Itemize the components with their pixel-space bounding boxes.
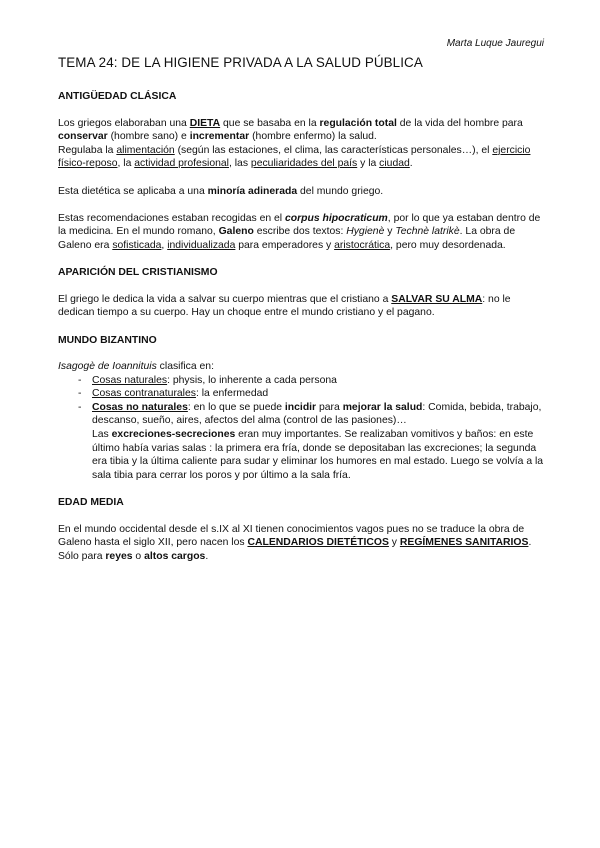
text-run: Estas recomendaciones estaban recogidas en el (58, 212, 286, 224)
emphasis-text: incidir (284, 401, 317, 413)
section-cristianismo (58, 266, 546, 320)
text-run: , la (117, 158, 135, 170)
paragraph (58, 144, 546, 171)
text-run: del mundo griego. (297, 185, 384, 197)
paragraph (58, 523, 546, 564)
emphasis-text: DIETA (189, 117, 221, 129)
underlined-text: peculiaridades del país (250, 158, 358, 170)
paragraph (58, 293, 546, 320)
emphasis-text: SALVAR SU ALMA (391, 293, 483, 305)
list-item (78, 401, 546, 483)
text-run: . (205, 550, 209, 562)
emphasis-text: incrementar (189, 131, 250, 143)
text-run: de la vida del hombre para (396, 117, 523, 129)
text-run: Los griegos elaboraban una (58, 117, 190, 129)
text-run: para (316, 401, 343, 413)
list-item (78, 387, 546, 401)
text-run: , (161, 239, 168, 251)
text-run: , pero muy desordenada. (390, 239, 506, 251)
list-item (78, 374, 546, 388)
section-antiguedad (58, 90, 546, 253)
author-name: Marta Luque Jauregui (446, 38, 544, 49)
text-run: (hombre sano) e (107, 131, 190, 143)
underlined-text: Cosas contranaturales (92, 388, 196, 400)
emphasis-text: mejorar la salud (342, 401, 423, 413)
underlined-text: ciudad (379, 158, 410, 170)
section-bizantino (58, 334, 546, 483)
underlined-text: Cosas naturales (92, 374, 168, 386)
underlined-text: ejercicio físico-reposo (58, 144, 531, 170)
text-run: clasifica en: (156, 361, 214, 373)
text-run: . (409, 158, 413, 170)
italic-text: Isagogè de Ioannituis (58, 361, 157, 373)
text-run: Regulaba la (58, 144, 117, 156)
page-title: TEMA 24: DE LA HIGIENE PRIVADA A LA SALUD PÚBLICA (58, 55, 423, 70)
text-run: : no le dedican tiempo a su cuerpo. Hay un choque entre el mundo cristiano y el pagano. (58, 293, 511, 319)
text-run: . La obra de Galeno era (58, 226, 516, 251)
text-run: (hombre enfermo) la salud. (249, 131, 377, 143)
section-heading: EDAD MEDIA (58, 497, 124, 509)
emphasis-text: CALENDARIOS DIETÉTICOS (247, 537, 389, 549)
emphasis-text: Cosas no naturales (92, 401, 188, 413)
text-run: o (132, 550, 145, 562)
text-run: Esta dietética se aplicaba a una (58, 185, 208, 197)
paragraph (58, 360, 546, 374)
text-run: y (388, 537, 400, 549)
text-run: , las (228, 158, 251, 170)
text-run: . Sólo para (58, 537, 532, 562)
text-run: para emperadores y (235, 239, 335, 251)
paragraph (58, 212, 546, 253)
emphasis-text: conservar (58, 131, 108, 143)
emphasis-text: Galeno (218, 226, 254, 238)
text-run: (según las estaciones, el clima, las características personales…), el (174, 144, 493, 156)
underlined-text: aristocrática (334, 239, 391, 251)
section-edad-media (58, 496, 546, 563)
emphasis-text: reyes (105, 550, 133, 562)
text-run: : Comida, bebida, trabajo, descanso, sueño, aires, afectos del alma (control de las pasiones)… (92, 401, 542, 427)
underlined-text: actividad profesional (134, 158, 229, 170)
text-run: : physis, lo inherente a cada persona (167, 374, 337, 386)
underlined-text: sofisticada (112, 239, 162, 251)
italic-text: Hygienè (346, 226, 385, 238)
text-run: : la enfermedad (195, 388, 269, 400)
section-heading: MUNDO BIZANTINO (58, 334, 157, 346)
text-run: eran muy importantes. Se realizaban vomitivos y baños: en este último había varias salas : la primera era fría, donde se depositaban las excreciones; la segunda era tibia y la última caliente para sudar y eliminar los humores en mal estado. Luego se volvía a la sala tibia para cerrar los poros y por último a la sala fría. (92, 429, 544, 481)
section-heading: APARICIÓN DEL CRISTIANISMO (58, 267, 218, 279)
emphasis-text: minoría adinerada (207, 185, 298, 197)
text-run: El griego le dedica la vida a salvar su cuerpo mientras que el cristiano a (58, 293, 392, 305)
text-run: y la (357, 158, 380, 170)
emphasis-text: corpus hipocraticum (285, 212, 388, 224)
paragraph (58, 185, 546, 199)
classification-list (58, 374, 546, 483)
italic-text: Technè latrikè (395, 226, 460, 238)
emphasis-text: REGÍMENES SANITARIOS (399, 537, 529, 549)
emphasis-text: excreciones-secreciones (111, 429, 236, 441)
section-heading: ANTIGÜEDAD CLÁSICA (58, 91, 177, 102)
text-run: escribe dos textos: (253, 226, 347, 238)
underlined-text: individualizada (167, 239, 236, 251)
underlined-text: alimentación (116, 144, 175, 156)
text-run: , por lo que ya estaban dentro de la medicina. En el mundo romano, (58, 212, 541, 238)
text-run: y (384, 226, 396, 238)
text-run: que se basaba en la (220, 117, 320, 129)
emphasis-text: regulación total (319, 117, 397, 129)
text-run: : en lo que se puede (187, 401, 285, 413)
paragraph (58, 117, 546, 144)
document-body (58, 90, 546, 577)
text-run: Las (92, 429, 112, 441)
emphasis-text: altos cargos (144, 550, 206, 562)
text-run: En el mundo occidental desde el s.IX al XI tienen conocimientos vagos pues no se traduce la obra de Galeno hasta el siglo XII, pero nacen los (58, 523, 525, 549)
